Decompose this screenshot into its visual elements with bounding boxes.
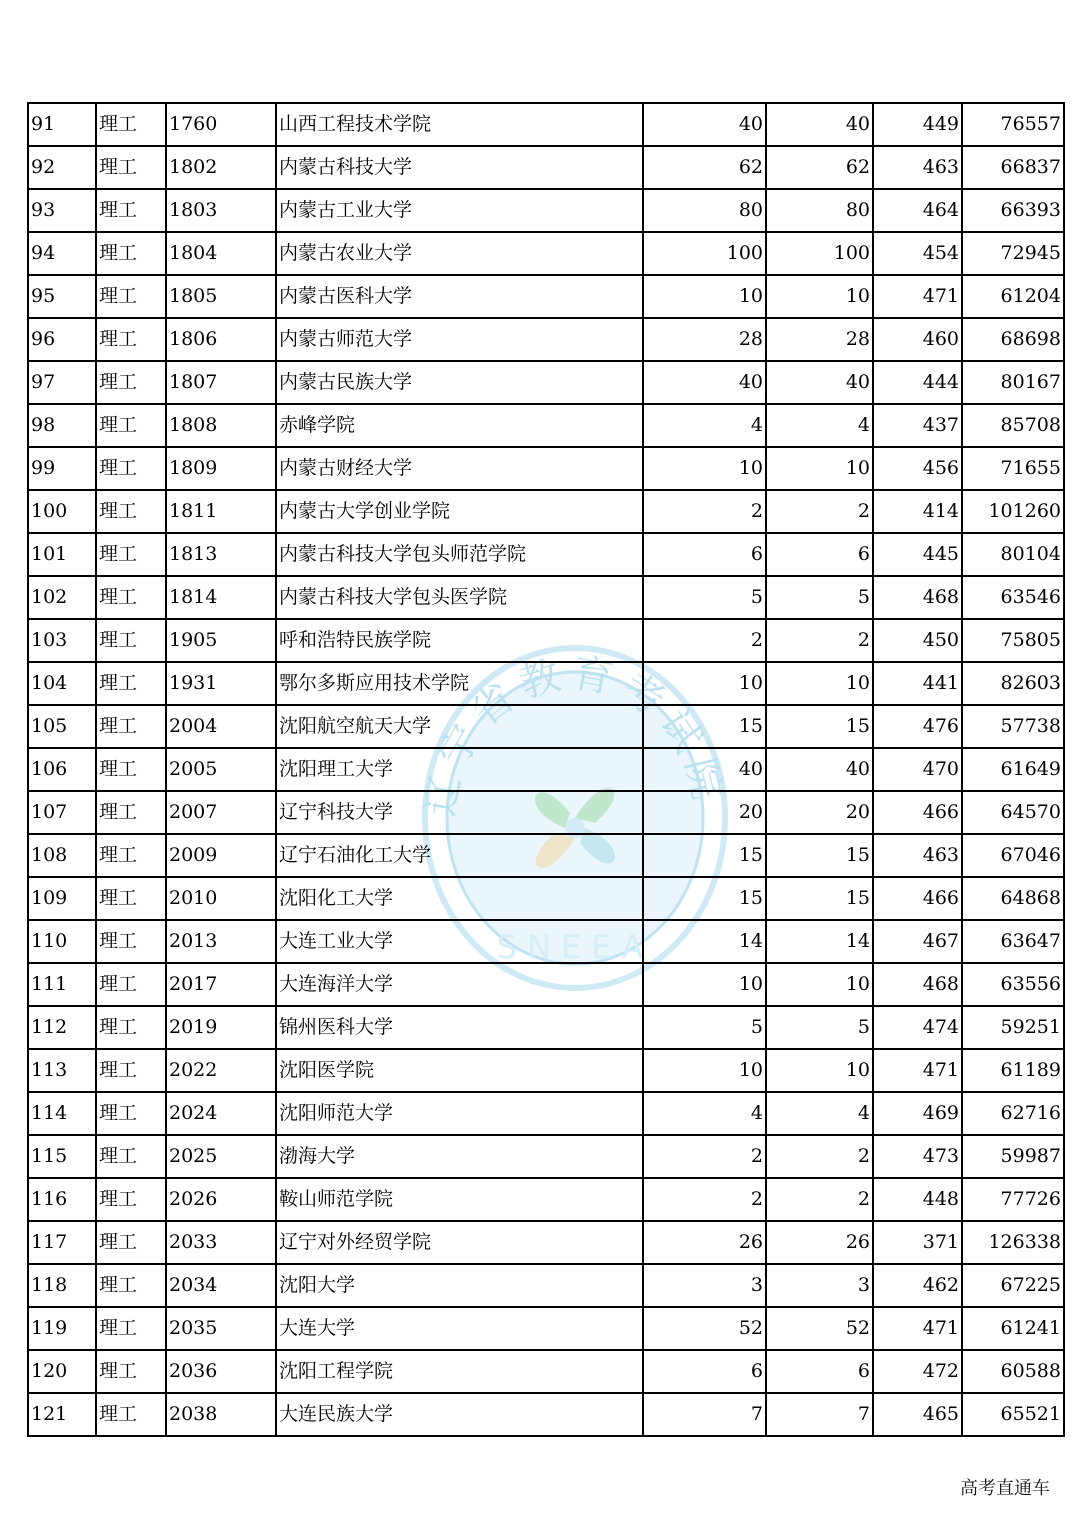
school-code-cell: 1811: [166, 490, 276, 533]
category-cell: 理工: [96, 490, 166, 533]
school-name-cell: 大连民族大学: [276, 1393, 643, 1436]
plan-count-cell: 6: [643, 1350, 766, 1393]
row-index-cell: 112: [28, 1006, 96, 1049]
table-row: [28, 447, 1064, 490]
admit-count-cell: 80: [766, 189, 873, 232]
category-cell: 理工: [96, 619, 166, 662]
row-index-cell: 121: [28, 1393, 96, 1436]
table-row: [28, 576, 1064, 619]
admission-table: [27, 102, 1065, 1437]
school-code-cell: 2005: [166, 748, 276, 791]
admit-count-cell: 15: [766, 705, 873, 748]
row-index-cell: 110: [28, 920, 96, 963]
table-row: [28, 1221, 1064, 1264]
table-row: [28, 791, 1064, 834]
category-cell: 理工: [96, 533, 166, 576]
min-score-cell: 456: [873, 447, 962, 490]
table-row: [28, 533, 1064, 576]
admit-count-cell: 26: [766, 1221, 873, 1264]
min-score-cell: 467: [873, 920, 962, 963]
plan-count-cell: 40: [643, 361, 766, 404]
rank-cell: 63647: [962, 920, 1064, 963]
table-row: [28, 1178, 1064, 1221]
row-index-cell: 101: [28, 533, 96, 576]
table-row: [28, 1006, 1064, 1049]
school-code-cell: 2013: [166, 920, 276, 963]
table-row: [28, 1307, 1064, 1350]
plan-count-cell: 2: [643, 619, 766, 662]
admit-count-cell: 10: [766, 662, 873, 705]
school-code-cell: 2033: [166, 1221, 276, 1264]
rank-cell: 77726: [962, 1178, 1064, 1221]
table-row: [28, 275, 1064, 318]
plan-count-cell: 15: [643, 705, 766, 748]
min-score-cell: 462: [873, 1264, 962, 1307]
row-index-cell: 92: [28, 146, 96, 189]
plan-count-cell: 6: [643, 533, 766, 576]
min-score-cell: 468: [873, 963, 962, 1006]
school-name-cell: 鞍山师范学院: [276, 1178, 643, 1221]
admit-count-cell: 10: [766, 1049, 873, 1092]
plan-count-cell: 40: [643, 748, 766, 791]
admit-count-cell: 2: [766, 1135, 873, 1178]
table-row: [28, 1049, 1064, 1092]
row-index-cell: 119: [28, 1307, 96, 1350]
plan-count-cell: 52: [643, 1307, 766, 1350]
admit-count-cell: 40: [766, 103, 873, 146]
school-code-cell: 2025: [166, 1135, 276, 1178]
min-score-cell: 371: [873, 1221, 962, 1264]
school-code-cell: 1905: [166, 619, 276, 662]
min-score-cell: 464: [873, 189, 962, 232]
table-row: [28, 1350, 1064, 1393]
school-name-cell: 辽宁石油化工大学: [276, 834, 643, 877]
rank-cell: 63546: [962, 576, 1064, 619]
rank-cell: 57738: [962, 705, 1064, 748]
plan-count-cell: 10: [643, 662, 766, 705]
rank-cell: 59987: [962, 1135, 1064, 1178]
rank-cell: 64868: [962, 877, 1064, 920]
category-cell: 理工: [96, 318, 166, 361]
category-cell: 理工: [96, 189, 166, 232]
min-score-cell: 472: [873, 1350, 962, 1393]
row-index-cell: 106: [28, 748, 96, 791]
plan-count-cell: 10: [643, 963, 766, 1006]
category-cell: 理工: [96, 404, 166, 447]
min-score-cell: 471: [873, 1049, 962, 1092]
school-code-cell: 2034: [166, 1264, 276, 1307]
min-score-cell: 449: [873, 103, 962, 146]
school-name-cell: 山西工程技术学院: [276, 103, 643, 146]
row-index-cell: 91: [28, 103, 96, 146]
min-score-cell: 474: [873, 1006, 962, 1049]
rank-cell: 61241: [962, 1307, 1064, 1350]
admit-count-cell: 4: [766, 404, 873, 447]
admit-count-cell: 6: [766, 1350, 873, 1393]
plan-count-cell: 10: [643, 1049, 766, 1092]
school-name-cell: 大连海洋大学: [276, 963, 643, 1006]
school-name-cell: 内蒙古科技大学包头师范学院: [276, 533, 643, 576]
school-code-cell: 2026: [166, 1178, 276, 1221]
watermark-arc-text: 辽宁省教育考试院: [417, 650, 732, 820]
school-name-cell: 内蒙古科技大学: [276, 146, 643, 189]
plan-count-cell: 2: [643, 1135, 766, 1178]
rank-cell: 66837: [962, 146, 1064, 189]
admit-count-cell: 2: [766, 1178, 873, 1221]
rank-cell: 67225: [962, 1264, 1064, 1307]
plan-count-cell: 28: [643, 318, 766, 361]
plan-count-cell: 62: [643, 146, 766, 189]
admit-count-cell: 5: [766, 1006, 873, 1049]
row-index-cell: 103: [28, 619, 96, 662]
school-code-cell: 1807: [166, 361, 276, 404]
admit-count-cell: 20: [766, 791, 873, 834]
admit-count-cell: 15: [766, 834, 873, 877]
row-index-cell: 109: [28, 877, 96, 920]
table-row: [28, 877, 1064, 920]
school-code-cell: 1931: [166, 662, 276, 705]
table-row: [28, 361, 1064, 404]
school-code-cell: 2019: [166, 1006, 276, 1049]
school-name-cell: 辽宁科技大学: [276, 791, 643, 834]
school-code-cell: 2007: [166, 791, 276, 834]
school-name-cell: 沈阳大学: [276, 1264, 643, 1307]
admit-count-cell: 10: [766, 275, 873, 318]
row-index-cell: 111: [28, 963, 96, 1006]
category-cell: 理工: [96, 834, 166, 877]
category-cell: 理工: [96, 1307, 166, 1350]
school-code-cell: 1805: [166, 275, 276, 318]
plan-count-cell: 80: [643, 189, 766, 232]
category-cell: 理工: [96, 361, 166, 404]
school-name-cell: 渤海大学: [276, 1135, 643, 1178]
school-code-cell: 1809: [166, 447, 276, 490]
plan-count-cell: 26: [643, 1221, 766, 1264]
min-score-cell: 437: [873, 404, 962, 447]
category-cell: 理工: [96, 662, 166, 705]
admit-count-cell: 52: [766, 1307, 873, 1350]
table-row: [28, 963, 1064, 1006]
admit-count-cell: 5: [766, 576, 873, 619]
rank-cell: 80167: [962, 361, 1064, 404]
min-score-cell: 473: [873, 1135, 962, 1178]
min-score-cell: 444: [873, 361, 962, 404]
category-cell: 理工: [96, 791, 166, 834]
school-name-cell: 沈阳理工大学: [276, 748, 643, 791]
school-name-cell: 沈阳医学院: [276, 1049, 643, 1092]
plan-count-cell: 40: [643, 103, 766, 146]
school-name-cell: 呼和浩特民族学院: [276, 619, 643, 662]
category-cell: 理工: [96, 877, 166, 920]
school-code-cell: 1808: [166, 404, 276, 447]
plan-count-cell: 10: [643, 275, 766, 318]
school-code-cell: 1814: [166, 576, 276, 619]
school-code-cell: 2035: [166, 1307, 276, 1350]
school-code-cell: 2024: [166, 1092, 276, 1135]
row-index-cell: 120: [28, 1350, 96, 1393]
category-cell: 理工: [96, 1178, 166, 1221]
min-score-cell: 466: [873, 877, 962, 920]
row-index-cell: 115: [28, 1135, 96, 1178]
category-cell: 理工: [96, 1135, 166, 1178]
plan-count-cell: 15: [643, 834, 766, 877]
rank-cell: 63556: [962, 963, 1064, 1006]
plan-count-cell: 3: [643, 1264, 766, 1307]
table-row: [28, 318, 1064, 361]
admit-count-cell: 6: [766, 533, 873, 576]
row-index-cell: 117: [28, 1221, 96, 1264]
footer-watermark: 高考直通车: [956, 1474, 1054, 1500]
school-name-cell: 大连大学: [276, 1307, 643, 1350]
admit-count-cell: 14: [766, 920, 873, 963]
plan-count-cell: 100: [643, 232, 766, 275]
rank-cell: 61189: [962, 1049, 1064, 1092]
category-cell: 理工: [96, 748, 166, 791]
rank-cell: 76557: [962, 103, 1064, 146]
school-name-cell: 沈阳航空航天大学: [276, 705, 643, 748]
admit-count-cell: 40: [766, 748, 873, 791]
min-score-cell: 465: [873, 1393, 962, 1436]
row-index-cell: 104: [28, 662, 96, 705]
category-cell: 理工: [96, 1092, 166, 1135]
school-name-cell: 沈阳工程学院: [276, 1350, 643, 1393]
rank-cell: 71655: [962, 447, 1064, 490]
admit-count-cell: 2: [766, 619, 873, 662]
row-index-cell: 100: [28, 490, 96, 533]
rank-cell: 65521: [962, 1393, 1064, 1436]
category-cell: 理工: [96, 1221, 166, 1264]
watermark-bottom-text: SNEEA: [496, 928, 654, 966]
min-score-cell: 445: [873, 533, 962, 576]
table-row: [28, 404, 1064, 447]
plan-count-cell: 7: [643, 1393, 766, 1436]
table-row: [28, 1393, 1064, 1436]
school-code-cell: 2017: [166, 963, 276, 1006]
table-row: [28, 232, 1064, 275]
admit-count-cell: 2: [766, 490, 873, 533]
school-code-cell: 1760: [166, 103, 276, 146]
school-code-cell: 2036: [166, 1350, 276, 1393]
min-score-cell: 470: [873, 748, 962, 791]
rank-cell: 61204: [962, 275, 1064, 318]
school-code-cell: 2009: [166, 834, 276, 877]
admit-count-cell: 15: [766, 877, 873, 920]
min-score-cell: 466: [873, 791, 962, 834]
school-name-cell: 大连工业大学: [276, 920, 643, 963]
plan-count-cell: 4: [643, 1092, 766, 1135]
admit-count-cell: 10: [766, 963, 873, 1006]
school-name-cell: 沈阳师范大学: [276, 1092, 643, 1135]
school-name-cell: 内蒙古工业大学: [276, 189, 643, 232]
category-cell: 理工: [96, 576, 166, 619]
min-score-cell: 414: [873, 490, 962, 533]
row-index-cell: 116: [28, 1178, 96, 1221]
school-name-cell: 内蒙古财经大学: [276, 447, 643, 490]
row-index-cell: 95: [28, 275, 96, 318]
plan-count-cell: 20: [643, 791, 766, 834]
admit-count-cell: 28: [766, 318, 873, 361]
category-cell: 理工: [96, 1264, 166, 1307]
school-code-cell: 1813: [166, 533, 276, 576]
row-index-cell: 108: [28, 834, 96, 877]
plan-count-cell: 14: [643, 920, 766, 963]
category-cell: 理工: [96, 1393, 166, 1436]
min-score-cell: 463: [873, 834, 962, 877]
school-code-cell: 2004: [166, 705, 276, 748]
school-name-cell: 内蒙古医科大学: [276, 275, 643, 318]
row-index-cell: 114: [28, 1092, 96, 1135]
category-cell: 理工: [96, 232, 166, 275]
admit-count-cell: 4: [766, 1092, 873, 1135]
category-cell: 理工: [96, 447, 166, 490]
min-score-cell: 471: [873, 1307, 962, 1350]
school-name-cell: 赤峰学院: [276, 404, 643, 447]
min-score-cell: 468: [873, 576, 962, 619]
row-index-cell: 98: [28, 404, 96, 447]
plan-count-cell: 15: [643, 877, 766, 920]
school-name-cell: 内蒙古农业大学: [276, 232, 643, 275]
min-score-cell: 450: [873, 619, 962, 662]
min-score-cell: 469: [873, 1092, 962, 1135]
plan-count-cell: 2: [643, 490, 766, 533]
admit-count-cell: 62: [766, 146, 873, 189]
table-row: [28, 1264, 1064, 1307]
school-name-cell: 锦州医科大学: [276, 1006, 643, 1049]
rank-cell: 75805: [962, 619, 1064, 662]
min-score-cell: 460: [873, 318, 962, 361]
table-row: [28, 1135, 1064, 1178]
row-index-cell: 107: [28, 791, 96, 834]
plan-count-cell: 5: [643, 1006, 766, 1049]
plan-count-cell: 10: [643, 447, 766, 490]
row-index-cell: 93: [28, 189, 96, 232]
category-cell: 理工: [96, 1350, 166, 1393]
table-row: [28, 662, 1064, 705]
rank-cell: 85708: [962, 404, 1064, 447]
row-index-cell: 94: [28, 232, 96, 275]
rank-cell: 68698: [962, 318, 1064, 361]
table-row: [28, 705, 1064, 748]
category-cell: 理工: [96, 963, 166, 1006]
school-name-cell: 内蒙古民族大学: [276, 361, 643, 404]
rank-cell: 60588: [962, 1350, 1064, 1393]
rank-cell: 67046: [962, 834, 1064, 877]
min-score-cell: 471: [873, 275, 962, 318]
category-cell: 理工: [96, 1006, 166, 1049]
rank-cell: 80104: [962, 533, 1064, 576]
rank-cell: 66393: [962, 189, 1064, 232]
min-score-cell: 448: [873, 1178, 962, 1221]
table-row: [28, 920, 1064, 963]
school-code-cell: 1802: [166, 146, 276, 189]
school-code-cell: 2010: [166, 877, 276, 920]
plan-count-cell: 4: [643, 404, 766, 447]
admit-count-cell: 40: [766, 361, 873, 404]
table-row: [28, 619, 1064, 662]
plan-count-cell: 2: [643, 1178, 766, 1221]
table-row: [28, 103, 1064, 146]
category-cell: 理工: [96, 103, 166, 146]
rank-cell: 82603: [962, 662, 1064, 705]
row-index-cell: 113: [28, 1049, 96, 1092]
admit-count-cell: 3: [766, 1264, 873, 1307]
admit-count-cell: 10: [766, 447, 873, 490]
rank-cell: 61649: [962, 748, 1064, 791]
table-row: [28, 490, 1064, 533]
rank-cell: 62716: [962, 1092, 1064, 1135]
plan-count-cell: 5: [643, 576, 766, 619]
category-cell: 理工: [96, 275, 166, 318]
school-code-cell: 1806: [166, 318, 276, 361]
row-index-cell: 105: [28, 705, 96, 748]
rank-cell: 126338: [962, 1221, 1064, 1264]
table-row: [28, 834, 1064, 877]
school-code-cell: 2022: [166, 1049, 276, 1092]
school-name-cell: 内蒙古科技大学包头医学院: [276, 576, 643, 619]
school-name-cell: 内蒙古师范大学: [276, 318, 643, 361]
admit-count-cell: 100: [766, 232, 873, 275]
row-index-cell: 99: [28, 447, 96, 490]
school-name-cell: 辽宁对外经贸学院: [276, 1221, 643, 1264]
min-score-cell: 441: [873, 662, 962, 705]
school-name-cell: 沈阳化工大学: [276, 877, 643, 920]
row-index-cell: 97: [28, 361, 96, 404]
category-cell: 理工: [96, 1049, 166, 1092]
row-index-cell: 96: [28, 318, 96, 361]
table-row: [28, 146, 1064, 189]
rank-cell: 64570: [962, 791, 1064, 834]
rank-cell: 101260: [962, 490, 1064, 533]
category-cell: 理工: [96, 920, 166, 963]
admit-count-cell: 7: [766, 1393, 873, 1436]
school-name-cell: 鄂尔多斯应用技术学院: [276, 662, 643, 705]
min-score-cell: 476: [873, 705, 962, 748]
school-code-cell: 1803: [166, 189, 276, 232]
table-row: [28, 189, 1064, 232]
category-cell: 理工: [96, 146, 166, 189]
category-cell: 理工: [96, 705, 166, 748]
table-row: [28, 748, 1064, 791]
school-code-cell: 1804: [166, 232, 276, 275]
row-index-cell: 118: [28, 1264, 96, 1307]
min-score-cell: 454: [873, 232, 962, 275]
table-row: [28, 1092, 1064, 1135]
rank-cell: 72945: [962, 232, 1064, 275]
min-score-cell: 463: [873, 146, 962, 189]
rank-cell: 59251: [962, 1006, 1064, 1049]
row-index-cell: 102: [28, 576, 96, 619]
school-name-cell: 内蒙古大学创业学院: [276, 490, 643, 533]
school-code-cell: 2038: [166, 1393, 276, 1436]
